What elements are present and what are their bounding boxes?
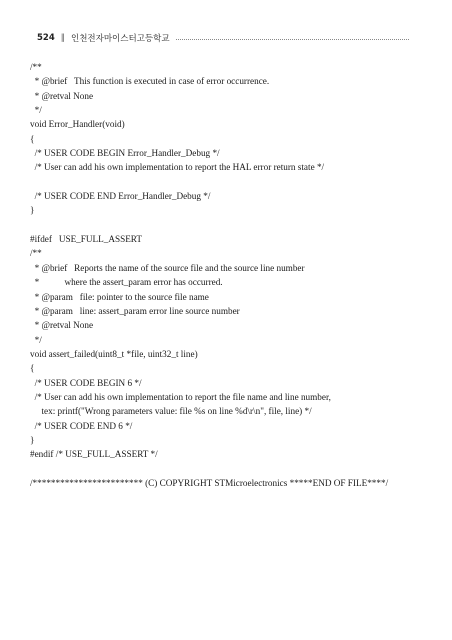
- header-dotted-rule: [176, 39, 409, 40]
- code-line: }: [30, 434, 35, 445]
- code-line: /* USER CODE BEGIN 6 */: [30, 377, 142, 388]
- code-line: void Error_Handler(void): [30, 119, 125, 130]
- code-listing: [30, 60, 430, 490]
- code-line: /* USER CODE BEGIN Error_Handler_Debug */: [30, 148, 220, 159]
- code-line: /**: [30, 248, 42, 259]
- code-line: [30, 462, 430, 476]
- code-line: * where the assert_param error has occurred.: [30, 277, 223, 288]
- code-line: [30, 175, 430, 189]
- page-header: [37, 31, 409, 45]
- code-line: * @brief This function is executed in case of error occurrence.: [30, 76, 270, 87]
- code-line: [30, 218, 430, 232]
- code-line: /* User can add his own implementation to report the file name and line number,: [30, 391, 331, 402]
- code-line: * @brief Reports the name of the source file and the source line number: [30, 262, 305, 273]
- code-line: */: [30, 334, 42, 345]
- code-line: tex: printf("Wrong parameters value: file %s on line %d\r\n", file, line) */: [30, 406, 312, 417]
- code-line: void assert_failed(uint8_t *file, uint32_t line): [30, 348, 198, 359]
- code-line: #ifdef USE_FULL_ASSERT: [30, 234, 142, 245]
- code-line: */: [30, 105, 42, 116]
- code-line: /**: [30, 62, 42, 72]
- header-separator: ∥: [60, 33, 65, 43]
- code-line: * @retval None: [30, 90, 94, 101]
- code-line: * @param file: pointer to the source file name: [30, 291, 209, 302]
- code-line: {: [30, 133, 35, 144]
- page-number: 524: [37, 33, 55, 43]
- code-line: * @param line: assert_param error line source number: [30, 305, 240, 316]
- code-line: /* USER CODE END Error_Handler_Debug */: [30, 191, 211, 202]
- code-line: /* User can add his own implementation to report the HAL error return state */: [30, 162, 325, 173]
- code-line: }: [30, 205, 35, 216]
- code-line: * @retval None: [30, 320, 94, 331]
- code-line: #endif /* USE_FULL_ASSERT */: [30, 449, 158, 460]
- code-line: /************************ (C) COPYRIGHT STMicroelectronics *****END OF FILE****/: [30, 477, 389, 488]
- code-line: /* USER CODE END 6 */: [30, 420, 133, 431]
- book-title: 인천전자마이스터고등학교: [71, 34, 170, 44]
- code-line: {: [30, 363, 35, 374]
